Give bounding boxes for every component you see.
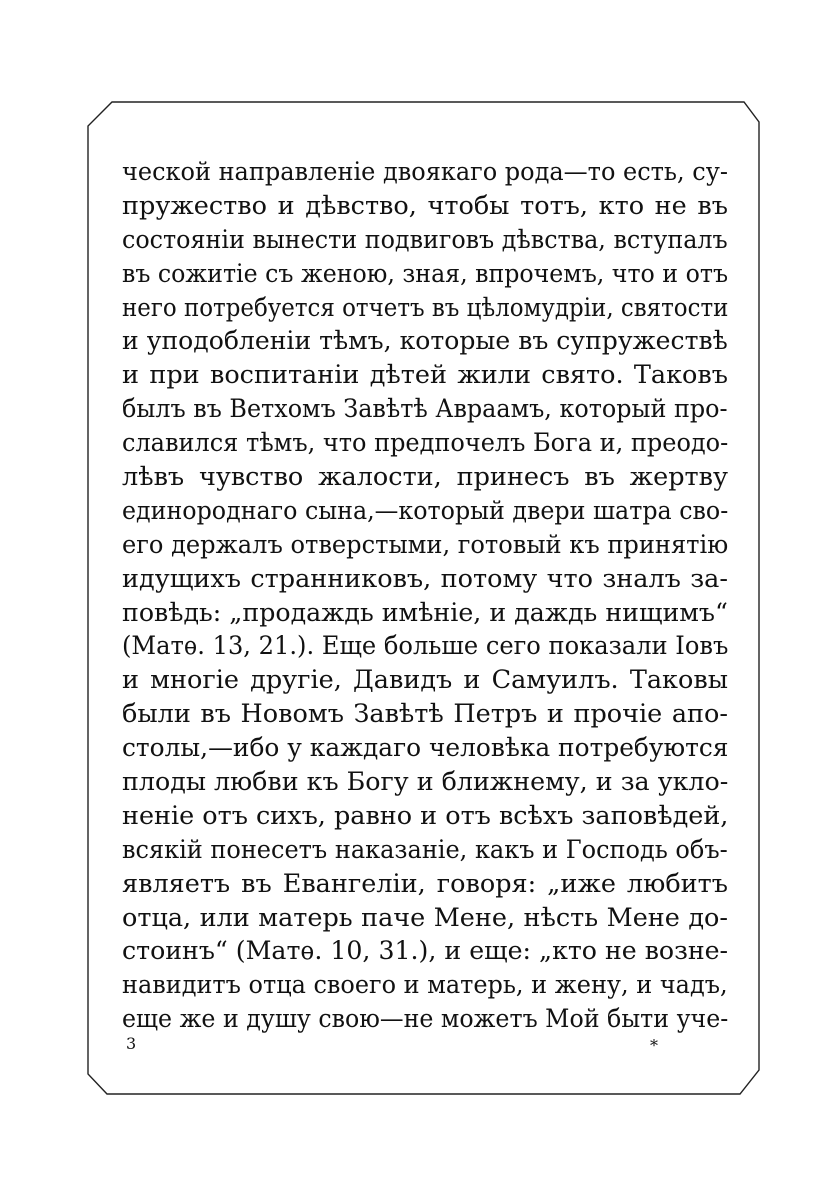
star-mark: * [650, 1036, 658, 1055]
text-line: въ сожитіе съ женою, зная, впрочемъ, что и отъ [122, 258, 728, 289]
body-text [122, 156, 728, 1037]
text-line: него потребуется отчетъ въ цѣломудріи, святости [122, 292, 729, 323]
text-line: единороднаго сына,—который двери шатра сво- [122, 495, 729, 526]
text-line: и при воспитаніи дѣтей жили свято. Таковъ [122, 360, 728, 391]
text-line: повѣдь: „продаждь имѣніе, и даждь нищимъ“ [122, 597, 728, 628]
text-line: навидитъ отца своего и матерь, и жену, и чадъ, [122, 970, 728, 1001]
text-line: идущихъ странниковъ, потому что зналъ за- [122, 563, 728, 594]
text-line: и уподобленіи тѣмъ, которые въ супружествѣ [122, 326, 728, 357]
text-line: былъ въ Ветхомъ Завѣтѣ Авраамъ, который про- [122, 394, 728, 425]
text-line: состояніи вынести подвиговъ дѣвства, вступалъ [122, 224, 728, 255]
text-line: славился тѣмъ, что предпочелъ Бога и, преодо- [122, 428, 729, 459]
text-line: отца, или матерь паче Мене, нѣсть Мене до- [122, 902, 728, 933]
text-line: пружество и дѣвство, чтобы тотъ, кто не въ [122, 190, 728, 221]
text-line: столы,—ибо у каждаго человѣка потребуются [122, 733, 729, 764]
text-line: ческой направленіе двоякаго рода—то есть, су- [122, 157, 728, 187]
text-line: еще же и душу свою—не можетъ Мой быти уче- [122, 1004, 729, 1035]
text-line: плоды любви къ Богу и ближнему, и за укло- [122, 767, 729, 798]
text-line: его держалъ отверстыми, готовый къ принятію [122, 529, 729, 560]
text-line: и многіе другіе, Давидъ и Самуилъ. Таковы [122, 665, 728, 696]
text-line: лѣвъ чувство жалости, принесъ въ жертву [122, 462, 728, 493]
text-line: всякій понесетъ наказаніе, какъ и Господь объ- [122, 834, 728, 865]
text-line: неніе отъ сихъ, равно и отъ всѣхъ заповѣдей, [122, 800, 729, 831]
signature-mark: 3 [126, 1034, 137, 1053]
text-line: (Матѳ. 13, 21.). Еще больше сего показали Іовъ [122, 631, 729, 662]
text-line: стоинъ“ (Матѳ. 10, 31.), и еще: „кто не возне- [122, 936, 729, 967]
text-line: были въ Новомъ Завѣтѣ Петръ и прочіе апо- [122, 699, 728, 730]
text-line: являетъ въ Евангеліи, говоря: „иже любитъ [122, 868, 728, 899]
